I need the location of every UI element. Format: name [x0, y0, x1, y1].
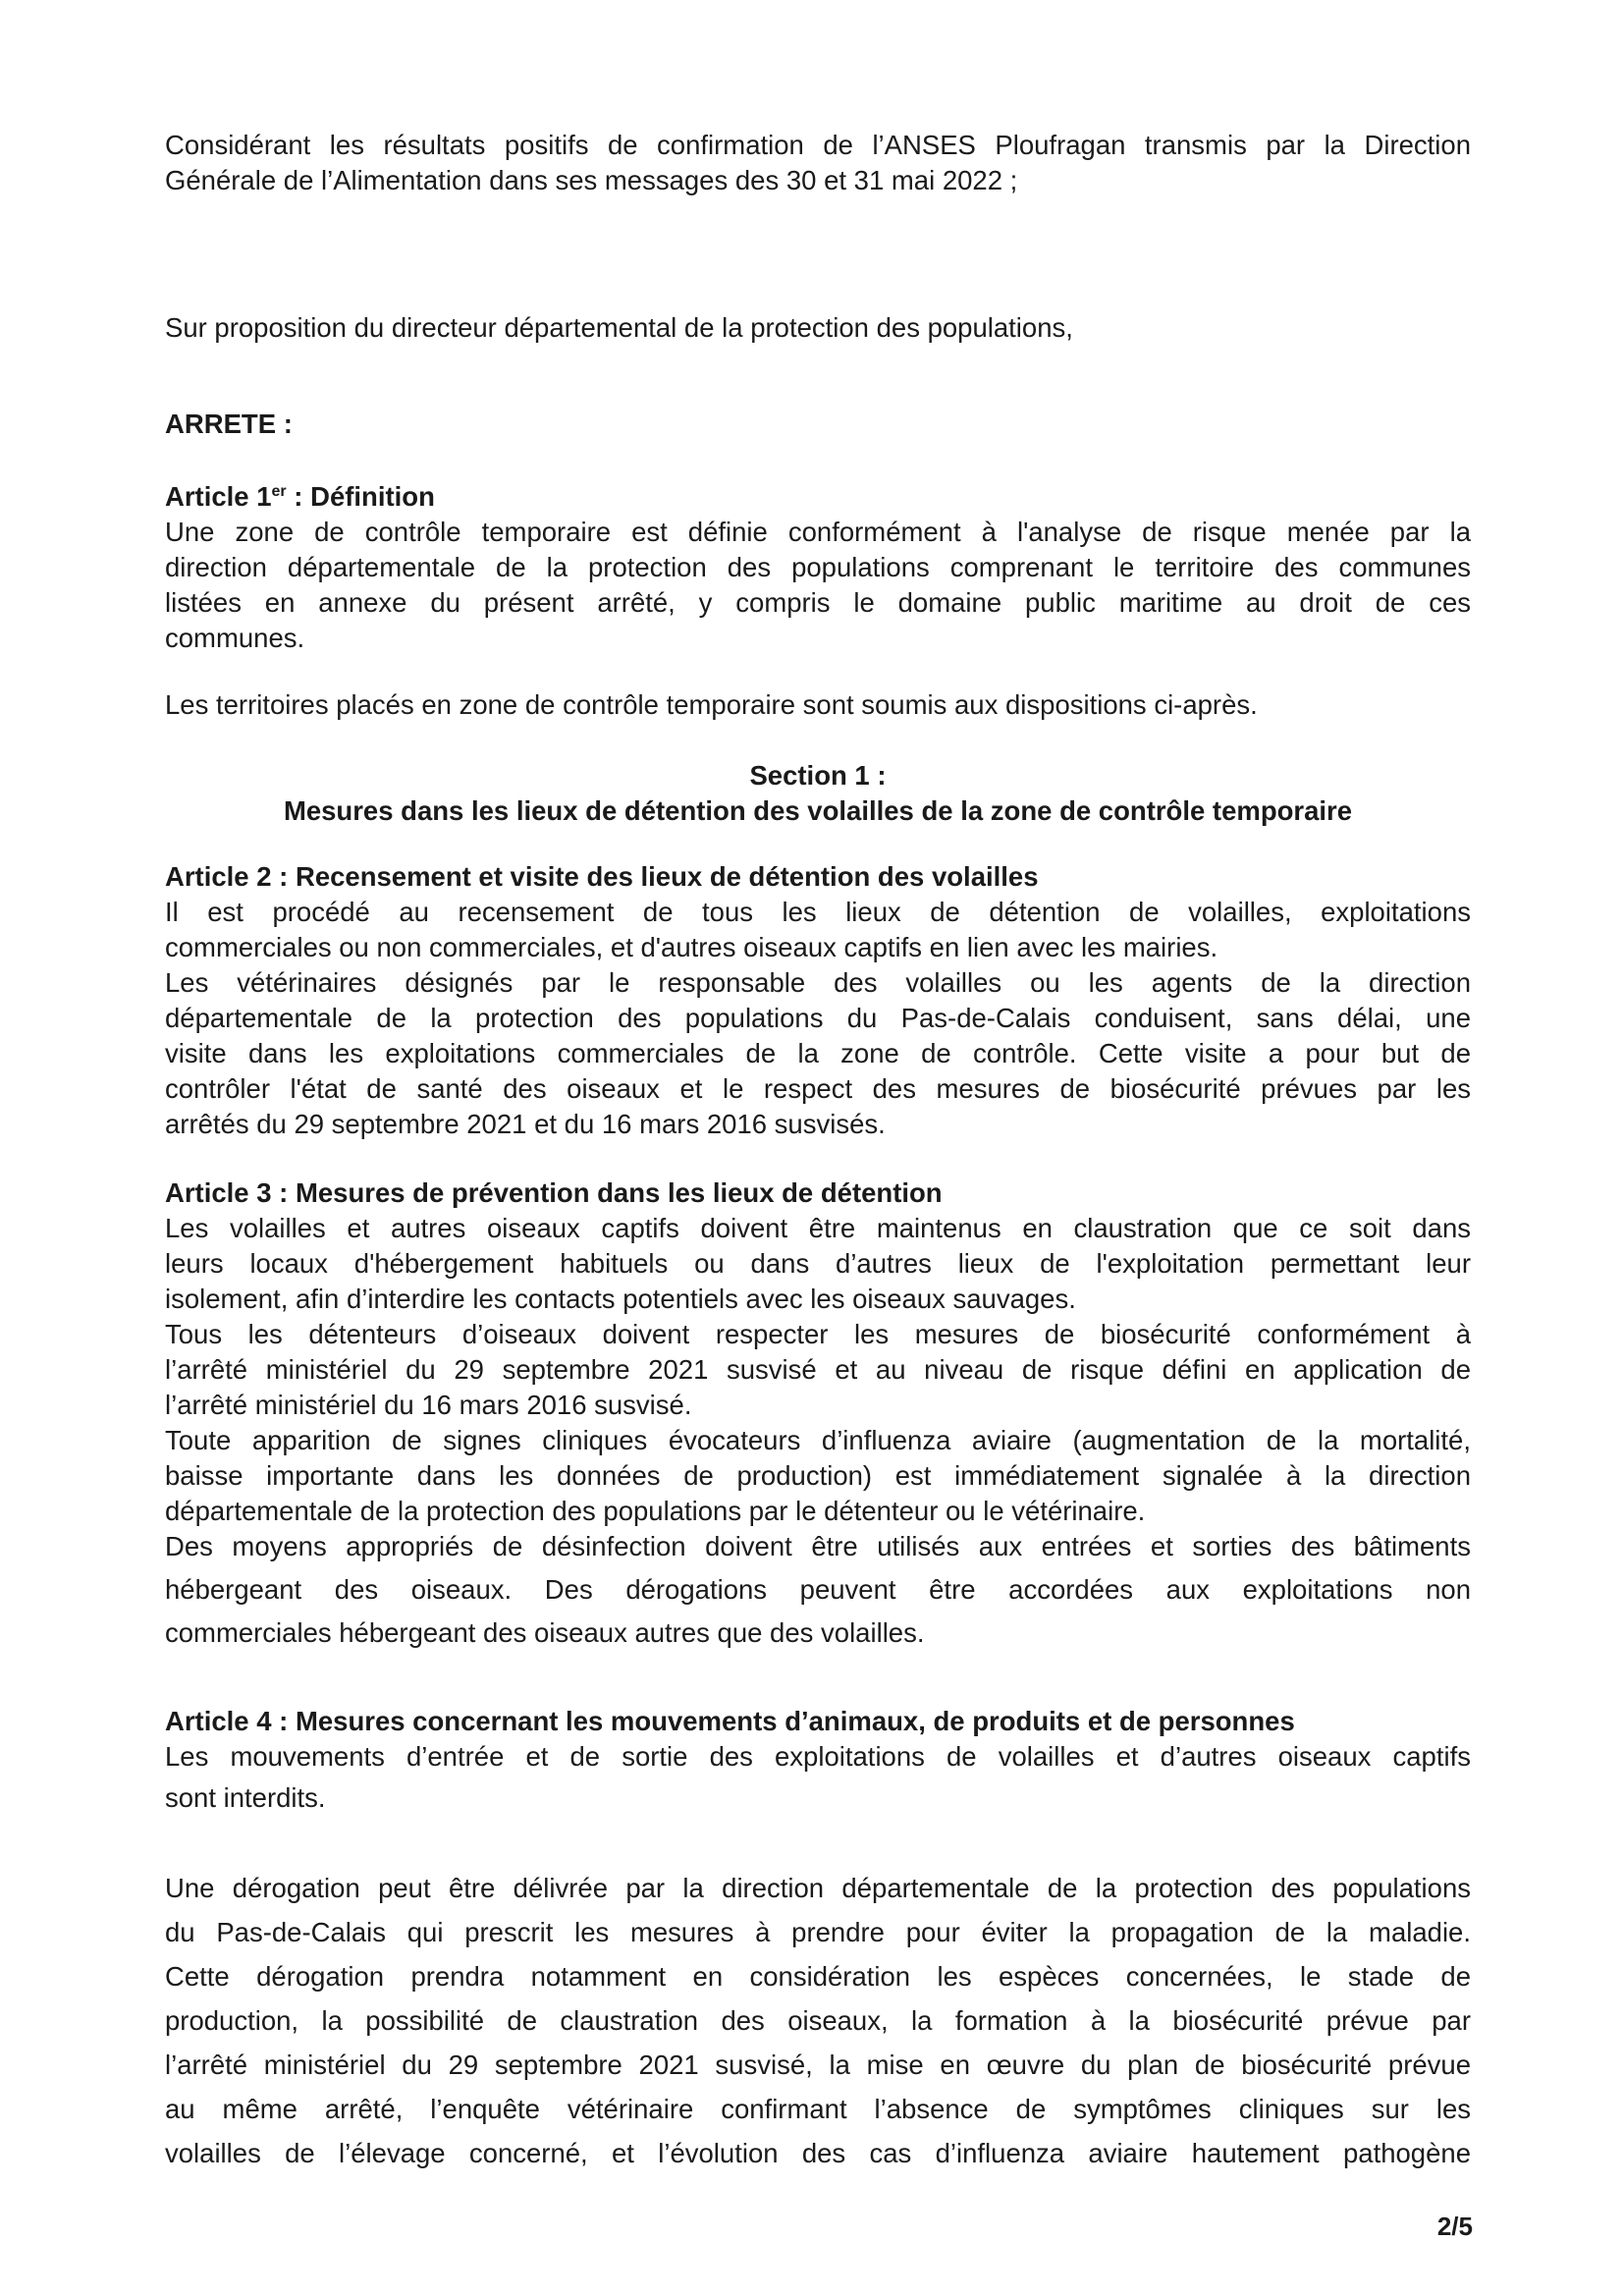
text-line: l’arrêté ministériel du 29 septembre 2021 susvisé, la mise en œuvre du plan de biosécurité prévue [165, 2050, 1471, 2080]
text-line: Cette dérogation prendra notamment en considération les espèces concernées, le stade de [165, 1961, 1471, 1992]
text-line: hébergeant des oiseaux. Des dérogations peuvent être accordées aux exploitations non [165, 1574, 1471, 1605]
heading-text: ARRETE : [165, 409, 293, 439]
text-line: départementale de la protection des populations par le détenteur ou le vétérinaire. [165, 1496, 1146, 1526]
section-1-heading [165, 758, 1471, 829]
text-line: Des moyens appropriés de désinfection doivent être utilisés aux entrées et sorties des bâtiments [165, 1531, 1471, 1561]
article-1-para2 [165, 687, 1471, 723]
text-line: commerciales hébergeant des oiseaux autres que des volailles. [165, 1617, 925, 1648]
proposition-paragraph [165, 310, 1471, 346]
text-line: volailles de l’élevage concerné, et l’évolution des cas d’influenza aviaire hautement pathogène [165, 2138, 1471, 2168]
text-line: communes. [165, 623, 305, 653]
text-line: Une zone de contrôle temporaire est définie conformément à l'analyse de risque menée par la [165, 517, 1471, 547]
article-1-title: Article 1er : Définition [165, 481, 435, 512]
text-line: l’arrêté ministériel du 29 septembre 2021 susvisé et au niveau de risque défini en application de [165, 1354, 1471, 1385]
considerant-paragraph [165, 128, 1471, 198]
text-line: visite dans les exploitations commerciales de la zone de contrôle. Cette visite a pour but de [165, 1038, 1471, 1068]
text-line: Les vétérinaires désignés par le responsable des volailles ou les agents de la direction [165, 967, 1471, 998]
text-line: du Pas-de-Calais qui prescrit les mesures à prendre pour éviter la propagation de la maladie. [165, 1917, 1471, 1947]
text-line: direction départementale de la protection des populations comprenant le territoire des communes [165, 552, 1471, 582]
text-line: leurs locaux d'hébergement habituels ou dans d’autres lieux de l'exploitation permettant leur [165, 1248, 1471, 1279]
page-number: 2/5 [1436, 2212, 1473, 2241]
text-line: départementale de la protection des populations du Pas-de-Calais conduisent, sans délai, une [165, 1003, 1471, 1033]
text-line: baisse importante dans les données de production) est immédiatement signalée à la direction [165, 1460, 1471, 1491]
text-line: isolement, afin d’interdire les contacts potentiels avec les oiseaux sauvages. [165, 1284, 1076, 1314]
text-line: Toute apparition de signes cliniques évocateurs d’influenza aviaire (augmentation de la mortalité, [165, 1425, 1471, 1455]
article-4-para2 [165, 1866, 1471, 2175]
text-line: Il est procédé au recensement de tous les lieux de détention de volailles, exploitations [165, 897, 1471, 927]
text-line: Une dérogation peut être délivrée par la direction départementale de la protection des populations [165, 1873, 1471, 1903]
article-2-title: Article 2 : Recensement et visite des lieux de détention des volailles [165, 861, 1039, 892]
text-line: Les volailles et autres oiseaux captifs doivent être maintenus en claustration que ce soit dans [165, 1213, 1471, 1243]
article-3-title: Article 3 : Mesures de prévention dans les lieux de détention [165, 1177, 943, 1208]
text-line: production, la possibilité de claustration des oiseaux, la formation à la biosécurité prévue par [165, 2005, 1471, 2036]
text-line: Considérant les résultats positifs de confirmation de l’ANSES Ploufragan transmis par la Direction [165, 130, 1471, 160]
article-2 [165, 859, 1471, 1142]
text-line: Sur proposition du directeur départemental de la protection des populations, [165, 312, 1073, 343]
text-line: l’arrêté ministériel du 16 mars 2016 susvisé. [165, 1390, 692, 1420]
text-line: arrêtés du 29 septembre 2021 et du 16 mars 2016 susvisés. [165, 1109, 886, 1139]
article-1 [165, 479, 1471, 656]
text-line: Les territoires placés en zone de contrôle temporaire sont soumis aux dispositions ci-après. [165, 689, 1258, 720]
text-line: contrôler l'état de santé des oiseaux et le respect des mesures de biosécurité prévues par les [165, 1073, 1471, 1104]
text-line: commerciales ou non commerciales, et d'autres oiseaux captifs en lien avec les mairies. [165, 932, 1218, 962]
article-4-title: Article 4 : Mesures concernant les mouvements d’animaux, de produits et de personnes [165, 1706, 1295, 1736]
text-line: Les mouvements d’entrée et de sortie des exploitations de volailles et d’autres oiseaux captifs [165, 1741, 1471, 1772]
article-4 [165, 1704, 1471, 1816]
article-3 [165, 1175, 1471, 1651]
text-line: au même arrêté, l’enquête vétérinaire confirmant l’absence de symptômes cliniques sur les [165, 2094, 1471, 2124]
section-title: Section 1 : [749, 760, 887, 791]
text-line: Tous les détenteurs d’oiseaux doivent respecter les mesures de biosécurité conformément à [165, 1319, 1471, 1349]
text-line: Générale de l’Alimentation dans ses messages des 30 et 31 mai 2022 ; [165, 165, 1018, 195]
arrete-heading [165, 407, 1471, 442]
section-subtitle: Mesures dans les lieux de détention des volailles de la zone de contrôle temporaire [283, 795, 1353, 826]
text-line: sont interdits. [165, 1782, 326, 1813]
text-line: listées en annexe du présent arrêté, y compris le domaine public maritime au droit de ces [165, 587, 1471, 618]
